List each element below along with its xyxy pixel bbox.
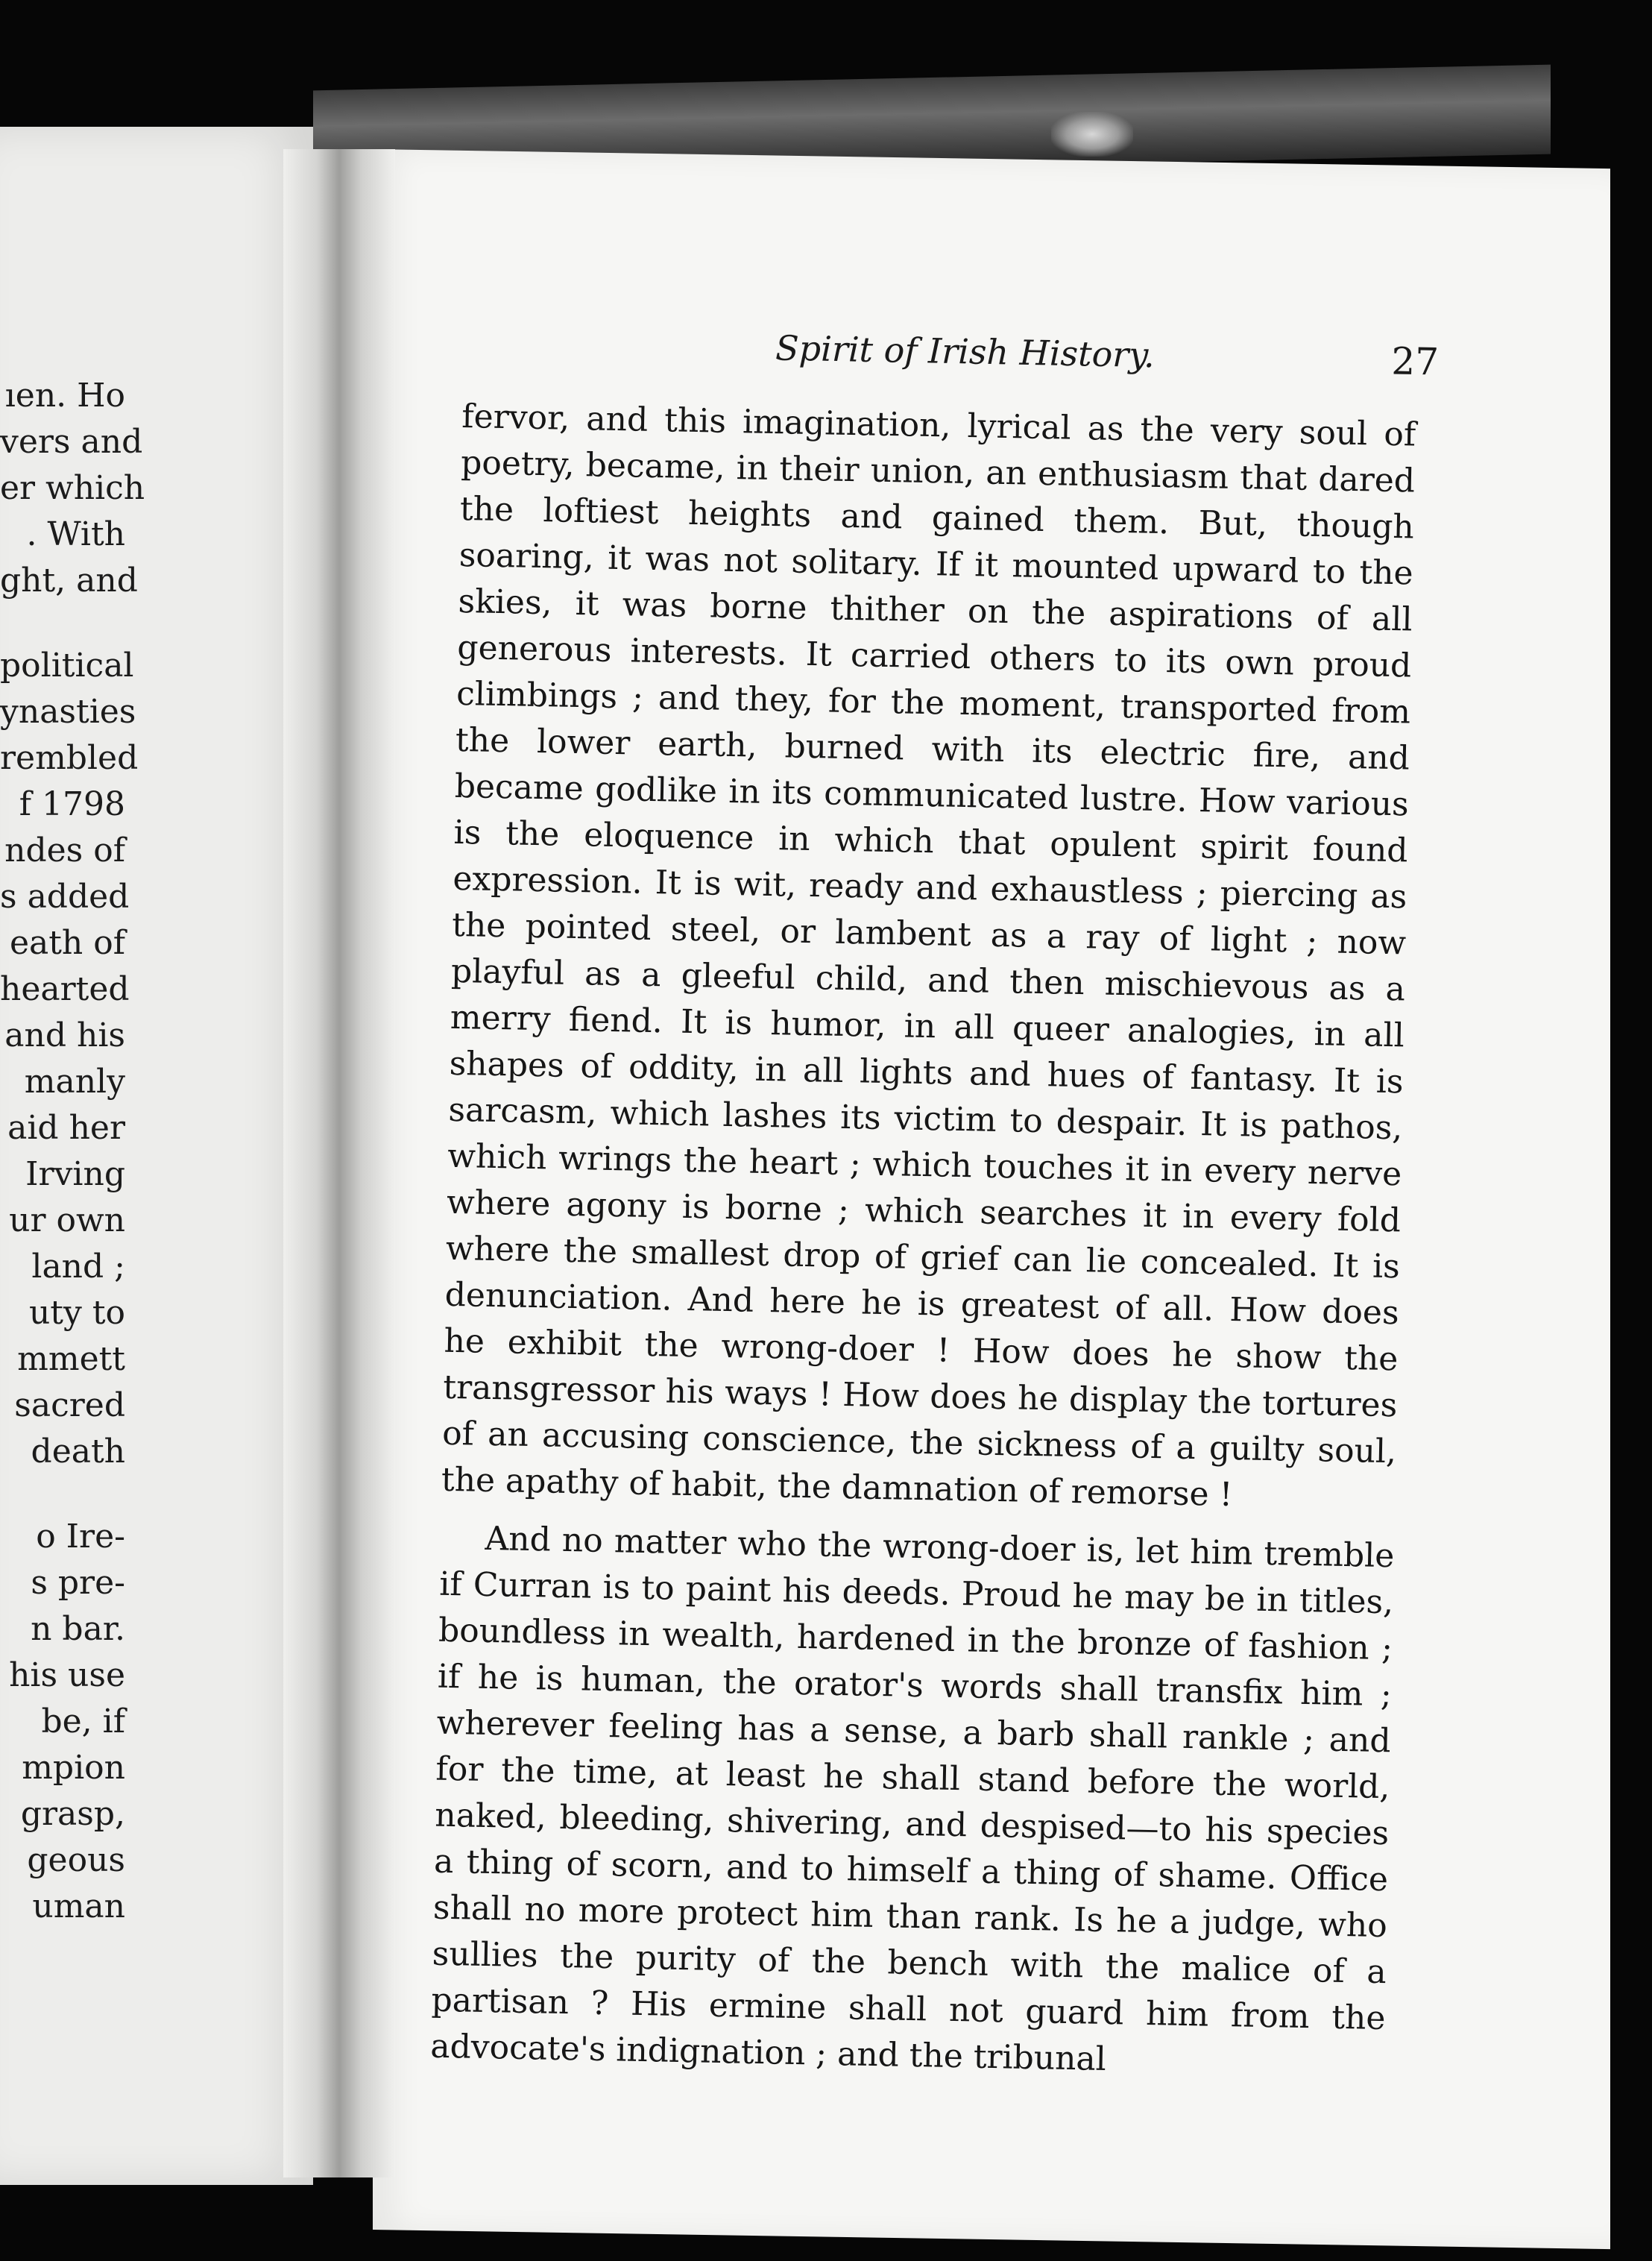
left-page-line: land ; [31, 1248, 125, 1286]
dust-speck [1051, 112, 1133, 157]
left-page-line: ndes of [4, 831, 125, 870]
left-page-line: and his [4, 1016, 125, 1054]
page-number: 27 [1390, 339, 1440, 384]
left-page-gap [0, 1475, 125, 1514]
left-page-line: mmett [17, 1340, 125, 1378]
left-page-line: manly [24, 1063, 125, 1101]
left-page-line: political [0, 647, 134, 685]
left-page-text [0, 373, 145, 1930]
body-text [430, 394, 1416, 2088]
left-page-line: ur own [9, 1201, 125, 1239]
left-page-line: s pre- [31, 1564, 125, 1602]
left-page-line: geous [27, 1841, 125, 1879]
left-page-line: eath of [9, 924, 125, 962]
paragraph-2: And no matter who the wrong-doer is, let him tremble if Curran is to paint his deeds. Proud he may be in titles, boundless in wealth, hardened in the bronze of fashion ; if he is human, the orator's words shall transfix him ; wherever feeling has a sense, a barb shall rankle ; and for the time, at least he shall stand before the world, naked, bleeding, shivering, and despised—to his species a thing of scorn, and to himself a thing of shame. Office shall no more protect him than rank. Is he a judge, who sullies the purity of the bench with the malice of a partisan ? His ermine shall not guard him from the advocate's indignation ; and the tribunal [429, 1519, 1395, 2078]
left-page-line: mpion [22, 1749, 125, 1787]
left-page-line: aid her [7, 1109, 125, 1147]
left-page-line: ght, and [0, 562, 138, 600]
book-gutter [283, 149, 395, 2177]
left-page-line: n bar. [31, 1610, 125, 1648]
left-page-line: sacred [14, 1386, 125, 1424]
left-page-line: uman [32, 1887, 125, 1925]
left-page-line: Irving [25, 1155, 125, 1193]
left-page-line: death [31, 1433, 125, 1471]
left-page-line: hearted [0, 970, 130, 1008]
left-page-line: rembled [0, 739, 139, 777]
left-page-line: be, if [41, 1702, 125, 1740]
left-page-line: ıen. Ho [4, 377, 125, 415]
left-page-line: o Ire- [36, 1518, 125, 1556]
left-page-line: er which [0, 469, 145, 507]
running-title: Spirit of Irish History. [775, 327, 1156, 376]
left-page-line: uty to [28, 1294, 125, 1332]
left-page-line: vers and [0, 423, 143, 461]
left-page-line: ynasties [0, 693, 136, 731]
left-page-line: his use [9, 1656, 125, 1694]
left-page-gap [0, 604, 125, 643]
paragraph-1: fervor, and this imagination, lyrical as the very soul of poetry, became, in their union, an enthusiasm that dared the loftiest heights and gained them. But, though soaring, it was not solitary. If it mounted upward to the skies, it was borne thither on the aspirations of all generous interests. It carried others to its own proud climbings ; and they, for the moment, transported from the lower earth, burned with its electric fire, and became godlike in its communicated lustre. How various is the eloquence in which that opulent spirit found expression. It is wit, ready and exhaustless ; piercing as the pointed steel, or lambent as a ray of light ; now playful as a gleeful child, and then mischievous as a merry fiend. It is humor, in all queer analogies, in all shapes of oddity, in all lights and hues of fantasy. It is sarcasm, which lashes its victim to despair. It is pathos, which wrings the heart ; which touches it in every nerve where agony is borne ; which searches it in every fold where the smallest drop of grief can lie concealed. It is denunciation. And here he is greatest of all. How does he exhibit the wrong-doer ! How does he show the transgressor his ways ! How does he display the tortures of an accusing conscience, the sickness of a guilty soul, the apathy of habit, the damnation of remorse ! [441, 397, 1416, 1515]
left-page-line: grasp, [20, 1795, 125, 1833]
left-page-line: s added [0, 878, 130, 916]
left-page-line: . With [26, 515, 125, 553]
left-page-line: f 1798 [19, 785, 125, 823]
